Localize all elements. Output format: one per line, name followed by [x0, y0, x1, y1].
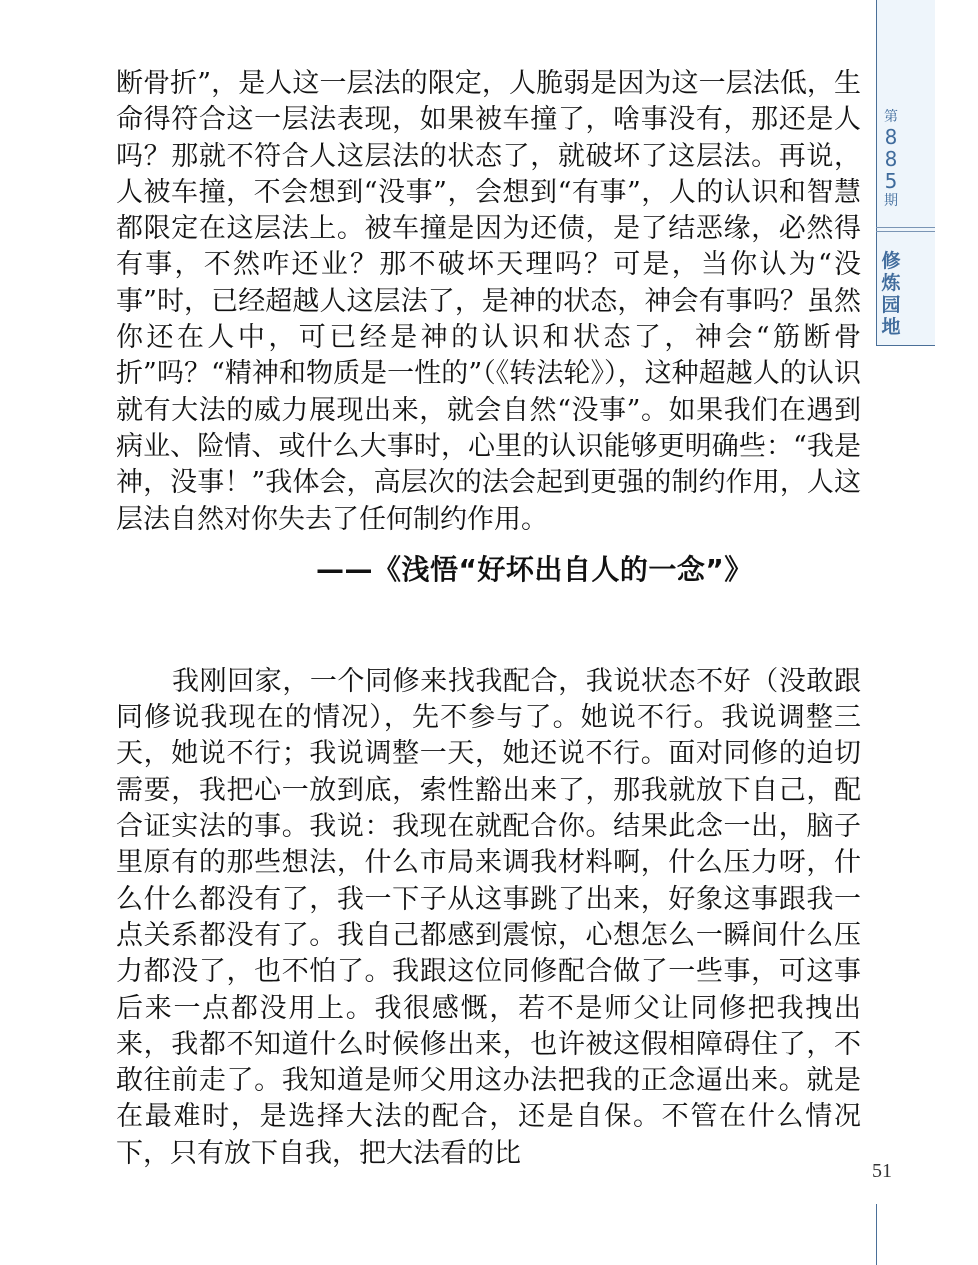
- issue-number: [876, 108, 906, 210]
- column-title: [876, 250, 906, 338]
- sidebar-bottom-rule: [876, 345, 935, 346]
- column-title-char: 地: [881, 316, 901, 338]
- source-citation: ——《浅悟“好坏出自人的一念”》: [316, 552, 753, 586]
- column-title-char: 园: [881, 294, 901, 316]
- sidebar-divider-double: [876, 231, 935, 232]
- page-number: 51: [872, 1160, 892, 1182]
- sidebar-divider: [876, 227, 935, 228]
- issue-digit: 5: [884, 169, 898, 193]
- article-body: [116, 66, 861, 1172]
- issue-suffix: 期: [884, 193, 898, 209]
- issue-digit: 8: [884, 125, 898, 149]
- issue-digit: 8: [884, 147, 898, 171]
- issue-prefix: 第: [884, 109, 898, 125]
- column-title-char: 炼: [881, 272, 901, 294]
- column-title-char: 修: [881, 250, 901, 272]
- sidebar-border-bottom: [876, 1204, 877, 1265]
- body-paragraph: 断骨折”，是人这一层法的限定，人脆弱是因为这一层法低，生命得符合这一层法表现，如果被车撞了，啥事没有，那还是人吗？那就不符合人这层法的状态了，就破坏了这层法。再说，人被车撞，不会想到“没事”，会想到“有事”，人的认识和智慧都限定在这层法上。被车撞是因为还债，是了结恶缘，必然得有事，不然咋还业？那不破坏天理吗？可是，当你认为“没事”时，已经超越人这层法了，是神的状态，神会有事吗？虽然你还在人中，可已经是神的认识和状态了，神会“筋断骨折”吗？“精神和物质是一性的”（《转法轮》），这种超越人的认识就有大法的威力展现出来，就会自然“没事”。如果我们在遇到病业、险情、或什么大事时，心里的认识能够更明确些：“我是神，没事！”我体会，高层次的法会起到更强的制约作用，人这层法自然对你失去了任何制约作用。: [116, 68, 861, 535]
- body-paragraph: 我刚回家，一个同修来找我配合，我说状态不好（没敢跟同修说我现在的情况），先不参与了。她说不行。我说调整三天，她说不行；我说调整一天，她还说不行。面对同修的迫切需要，我把心一放到底，索性豁出来了，那我就放下自己，配合证实法的事。我说：我现在就配合你。结果此念一出，脑子里原有的那些想法，什么市局来调我材料啊，什么压力呀，什么什么都没有了，我一下子从这事跳了出来，好象这事跟我一点关系都没有了。我自己都感到震惊，心想怎么一瞬间什么压力都没了，也不怕了。我跟这位同修配合做了一些事，可这事后来一点都没用上。我很感慨，若不是师父让同修把我拽出来，我都不知道什么时候修出来，也许被这假相障碍住了，不敢往前走了。我知道是师父用这办法把我的正念逼出来。就是在最难时，是选择大法的配合，还是自保。不管在什么情况下，只有放下自我，把大法看的比: [116, 665, 861, 1169]
